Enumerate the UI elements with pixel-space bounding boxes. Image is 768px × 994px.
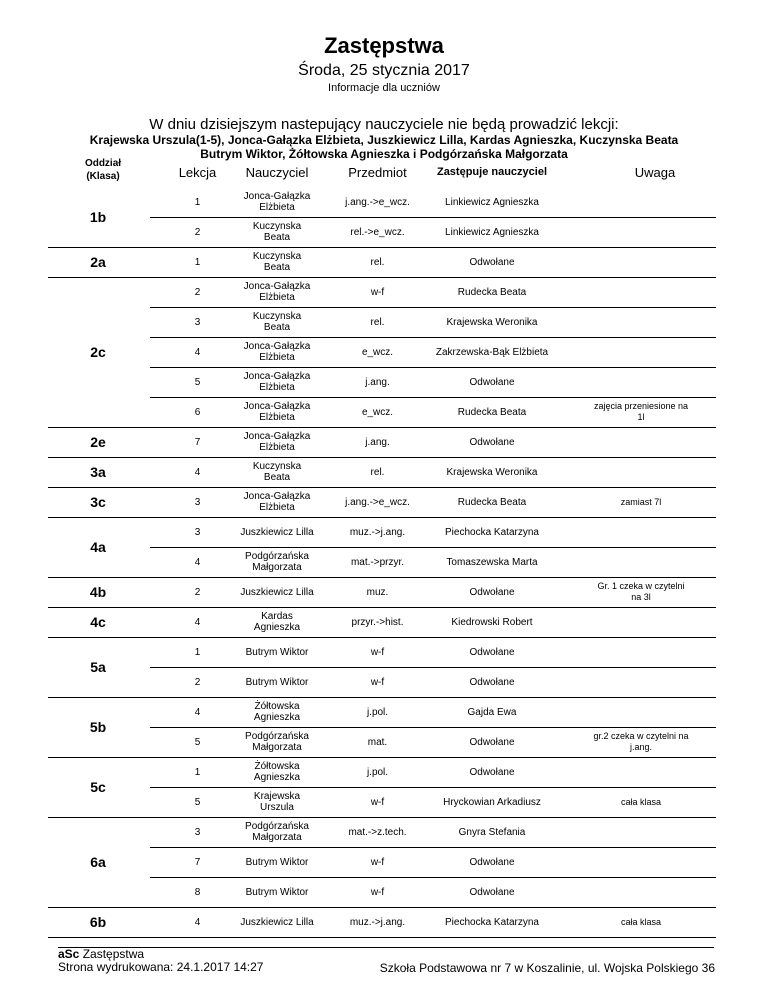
cell-nauczyciel: Jonca-Gałązka Elżbieta	[243, 431, 311, 453]
cell-zastepuje: Odwołane	[469, 646, 515, 658]
class-label: 2a	[90, 254, 106, 270]
absent-teachers-line-2: Butrym Wiktor, Żółtowska Agnieszka i Podgórzańska Małgorzata	[200, 147, 568, 161]
cell-lekcja: 1	[194, 256, 201, 268]
cell-nauczyciel: Podgórzańska Małgorzata	[245, 551, 309, 573]
class-label: 3c	[90, 494, 106, 510]
class-divider	[48, 937, 158, 938]
cell-przedmiot: rel.	[370, 256, 385, 268]
cell-zastepuje: Odwołane	[469, 886, 515, 898]
app-brand: aSc	[58, 947, 80, 961]
class-label: 5c	[90, 779, 106, 795]
class-label: 4b	[89, 584, 107, 600]
class-label: 5a	[90, 659, 106, 675]
cell-lekcja: 4	[194, 556, 201, 568]
cell-zastepuje: Zakrzewska-Bąk Elżbieta	[435, 346, 549, 358]
cell-nauczyciel: Butrym Wiktor	[245, 676, 309, 688]
cell-nauczyciel: Krajewska Urszula	[253, 791, 301, 813]
cell-przedmiot: rel.	[370, 466, 385, 478]
cell-nauczyciel: Jonca-Gałązka Elżbieta	[243, 191, 311, 213]
footer-left	[58, 948, 263, 974]
cell-przedmiot: rel.	[370, 316, 385, 328]
cell-zastepuje: Krajewska Weronika	[446, 466, 538, 478]
cell-nauczyciel: Juszkiewicz Lilla	[240, 916, 314, 928]
cell-zastepuje: Kiedrowski Robert	[451, 616, 533, 628]
cell-zastepuje: Odwołane	[469, 436, 515, 448]
cell-lekcja: 1	[194, 766, 201, 778]
cell-nauczyciel: Jonca-Gałązka Elżbieta	[243, 491, 311, 513]
cell-przedmiot: j.ang.	[365, 376, 390, 388]
app-name: Zastępstwa	[79, 947, 145, 961]
cell-przedmiot: e_wcz.	[361, 406, 394, 418]
cell-lekcja: 2	[194, 676, 201, 688]
cell-przedmiot: j.ang.->e_wcz.	[345, 496, 410, 508]
class-label: 2c	[90, 344, 106, 360]
cell-zastepuje: Odwołane	[469, 736, 515, 748]
cell-lekcja: 8	[194, 886, 201, 898]
cell-lekcja: 3	[194, 316, 201, 328]
cell-przedmiot: w-f	[370, 856, 385, 868]
cell-lekcja: 5	[194, 736, 201, 748]
cell-zastepuje: Rudecka Beata	[457, 496, 527, 508]
cell-nauczyciel: Kuczynska Beata	[252, 311, 302, 333]
cell-przedmiot: muz.->j.ang.	[349, 526, 406, 538]
cell-lekcja: 6	[194, 406, 201, 418]
cell-lekcja: 7	[194, 856, 201, 868]
cell-lekcja: 3	[194, 826, 201, 838]
cell-nauczyciel: Jonca-Gałązka Elżbieta	[243, 341, 311, 363]
cell-nauczyciel: Juszkiewicz Lilla	[240, 586, 314, 598]
header-uwaga: Uwaga	[634, 165, 676, 180]
cell-zastepuje: Odwołane	[469, 676, 515, 688]
cell-zastepuje: Hryckowian Arkadiusz	[443, 796, 541, 808]
cell-przedmiot: w-f	[370, 796, 385, 808]
cell-przedmiot: j.pol.	[366, 706, 389, 718]
cell-uwaga: zamiast 7l	[620, 496, 662, 507]
cell-nauczyciel: Podgórzańska Małgorzata	[245, 731, 309, 753]
class-label: 1b	[89, 209, 107, 225]
cell-lekcja: 4	[194, 346, 201, 358]
cell-lekcja: 4	[194, 466, 201, 478]
cell-lekcja: 3	[194, 526, 201, 538]
cell-nauczyciel: Podgórzańska Małgorzata	[245, 821, 309, 843]
info-subtitle: Informacje dla uczniów	[328, 82, 440, 94]
cell-lekcja: 7	[194, 436, 201, 448]
school-name: Szkoła Podstawowa nr 7 w Koszalinie, ul. Wojska Polskiego 36	[379, 961, 715, 975]
cell-nauczyciel: Butrym Wiktor	[245, 856, 309, 868]
cell-nauczyciel: Butrym Wiktor	[245, 886, 309, 898]
cell-zastepuje: Odwołane	[469, 256, 515, 268]
cell-przedmiot: mat.	[367, 736, 388, 748]
header-oddzial: Oddział (Klasa)	[84, 158, 122, 182]
cell-zastepuje: Rudecka Beata	[457, 286, 527, 298]
cell-przedmiot: mat.->przyr.	[350, 556, 405, 568]
cell-zastepuje: Gnyra Stefania	[458, 826, 526, 838]
cell-przedmiot: w-f	[370, 676, 385, 688]
header-lekcja: Lekcja	[178, 165, 217, 180]
cell-lekcja: 1	[194, 646, 201, 658]
cell-zastepuje: Piechocka Katarzyna	[445, 916, 539, 928]
cell-nauczyciel: Kuczynska Beata	[252, 251, 302, 273]
header-nauczyciel: Nauczyciel	[245, 165, 309, 180]
class-label: 2e	[90, 434, 106, 450]
print-date: Strona wydrukowana: 24.1.2017 14:27	[58, 960, 264, 974]
cell-lekcja: 3	[194, 496, 201, 508]
header-przedmiot: Przedmiot	[348, 165, 407, 180]
cell-lekcja: 4	[194, 616, 201, 628]
cell-przedmiot: j.pol.	[366, 766, 389, 778]
cell-nauczyciel: Żółtowska Agnieszka	[253, 761, 301, 783]
cell-zastepuje: Odwołane	[469, 766, 515, 778]
page-title: Zastępstwa	[324, 33, 444, 58]
cell-przedmiot: w-f	[370, 886, 385, 898]
cell-nauczyciel: Kuczynska Beata	[252, 221, 302, 243]
cell-nauczyciel: Kardas Agnieszka	[253, 611, 301, 633]
cell-lekcja: 4	[194, 706, 201, 718]
cell-przedmiot: muz.	[366, 586, 389, 598]
cell-nauczyciel: Jonca-Gałązka Elżbieta	[243, 401, 311, 423]
cell-przedmiot: w-f	[370, 646, 385, 658]
cell-przedmiot: muz.->j.ang.	[349, 916, 406, 928]
cell-lekcja: 2	[194, 226, 201, 238]
class-label: 5b	[89, 719, 107, 735]
cell-zastepuje: Linkiewicz Agnieszka	[445, 196, 539, 208]
cell-przedmiot: przyr.->hist.	[351, 616, 404, 628]
cell-lekcja: 5	[194, 376, 201, 388]
cell-zastepuje: Odwołane	[469, 376, 515, 388]
class-label: 6a	[90, 854, 106, 870]
class-label: 4c	[90, 614, 106, 630]
cell-uwaga: zajęcia przeniesione na 1l	[593, 401, 689, 422]
cell-zastepuje: Krajewska Weronika	[446, 316, 538, 328]
cell-zastepuje: Linkiewicz Agnieszka	[445, 226, 539, 238]
absent-teachers-line-1: Krajewska Urszula(1-5), Jonca-Gałązka Elżbieta, Juszkiewicz Lilla, Kardas Agnieszka, Kuczynska Beata	[89, 133, 679, 147]
cell-przedmiot: j.ang.->e_wcz.	[345, 196, 410, 208]
cell-nauczyciel: Butrym Wiktor	[245, 646, 309, 658]
cell-nauczyciel: Żółtowska Agnieszka	[253, 701, 301, 723]
class-label: 4a	[90, 539, 106, 555]
cell-uwaga: gr.2 czeka w czytelni na j.ang.	[593, 731, 689, 752]
cell-nauczyciel: Jonca-Gałązka Elżbieta	[243, 371, 311, 393]
header-zastepuje: Zastępuje nauczyciel	[436, 166, 548, 178]
cell-zastepuje: Piechocka Katarzyna	[445, 526, 539, 538]
cell-nauczyciel: Kuczynska Beata	[252, 461, 302, 483]
cell-zastepuje: Odwołane	[469, 586, 515, 598]
cell-przedmiot: e_wcz.	[361, 346, 394, 358]
cell-lekcja: 4	[194, 916, 201, 928]
cell-lekcja: 2	[194, 286, 201, 298]
cell-zastepuje: Tomaszewska Marta	[446, 556, 538, 568]
cell-nauczyciel: Juszkiewicz Lilla	[240, 526, 314, 538]
cell-uwaga: cała klasa	[620, 916, 662, 927]
class-label: 6b	[89, 914, 107, 930]
row-divider	[150, 937, 716, 938]
intro-text: W dniu dzisiejszym nastepujący nauczyciele nie będą prowadzić lekcji:	[149, 116, 619, 133]
class-label: 3a	[90, 464, 106, 480]
cell-uwaga: cała klasa	[620, 796, 662, 807]
cell-przedmiot: w-f	[370, 286, 385, 298]
cell-nauczyciel: Jonca-Gałązka Elżbieta	[243, 281, 311, 303]
cell-lekcja: 2	[194, 586, 201, 598]
cell-zastepuje: Odwołane	[469, 856, 515, 868]
cell-uwaga: Gr. 1 czeka w czytelni na 3l	[597, 581, 685, 602]
cell-przedmiot: mat.->z.tech.	[348, 826, 407, 838]
date-line: Środa, 25 stycznia 2017	[298, 62, 470, 79]
cell-lekcja: 1	[194, 196, 201, 208]
cell-zastepuje: Gajda Ewa	[467, 706, 517, 718]
cell-przedmiot: rel.->e_wcz.	[350, 226, 405, 238]
cell-lekcja: 5	[194, 796, 201, 808]
cell-przedmiot: j.ang.	[365, 436, 390, 448]
cell-zastepuje: Rudecka Beata	[457, 406, 527, 418]
